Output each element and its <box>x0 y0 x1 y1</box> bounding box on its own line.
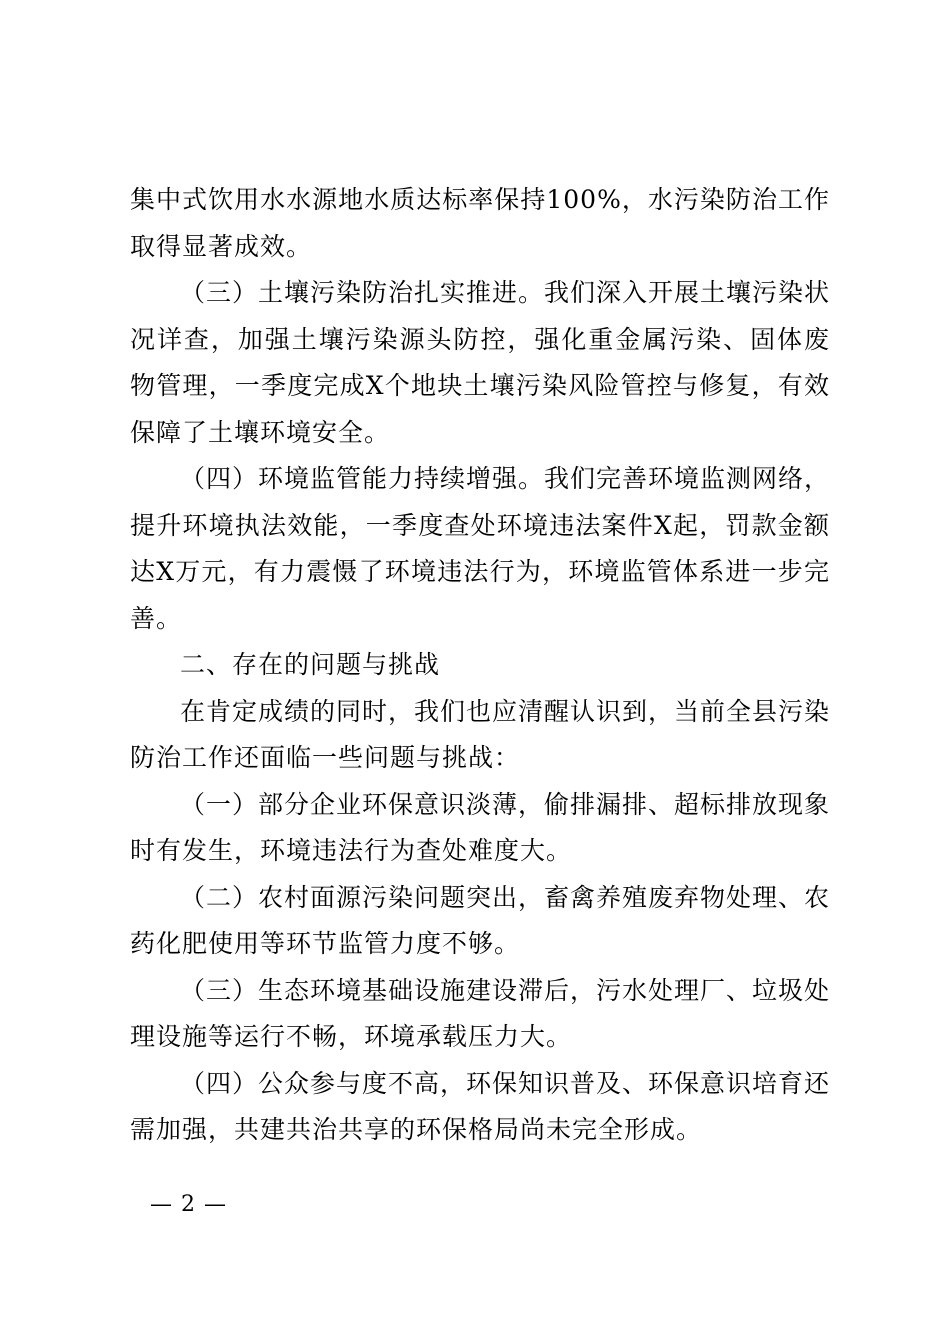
paragraph-water-results: 集中式饮用水水源地水质达标率保持100%，水污染防治工作取得显著成效。 <box>130 185 830 261</box>
paragraph-problems-intro: 在肯定成绩的同时，我们也应清醒认识到，当前全县污染防治工作还面临一些问题与挑战： <box>130 696 831 772</box>
section-heading-problems: 二、存在的问题与挑战 <box>180 650 441 679</box>
paragraph-problem-1: （一）部分企业环保意识淡薄，偷排漏排、超标排放现象时有发生，环境违法行为查处难度大。 <box>130 789 831 865</box>
paragraph-problem-2: （二）农村面源污染问题突出，畜禽养殖废弃物处理、农药化肥使用等环节监管力度不够。 <box>130 882 831 958</box>
page-number: — 2 — <box>150 1192 227 1217</box>
document-body <box>130 177 830 1154</box>
paragraph-problem-3: （三）生态环境基础设施建设滞后，污水处理厂、垃圾处理设施等运行不畅，环境承载压力大。 <box>130 975 831 1051</box>
paragraph-regulation-capacity: （四）环境监管能力持续增强。我们完善环境监测网络，提升环境执法效能，一季度查处环境违法案件X起，罚款金额达X万元，有力震慑了环境违法行为，环境监管体系进一步完善。 <box>130 464 831 633</box>
paragraph-soil-pollution: （三）土壤污染防治扎实推进。我们深入开展土壤污染状况详查，加强土壤污染源头防控，强化重金属污染、固体废物管理，一季度完成X个地块土壤污染风险管控与修复，有效保障了土壤环境安全。 <box>130 278 831 447</box>
paragraph-problem-4: （四）公众参与度不高，环保知识普及、环保意识培育还需加强，共建共治共享的环保格局尚未完全形成。 <box>130 1068 831 1144</box>
